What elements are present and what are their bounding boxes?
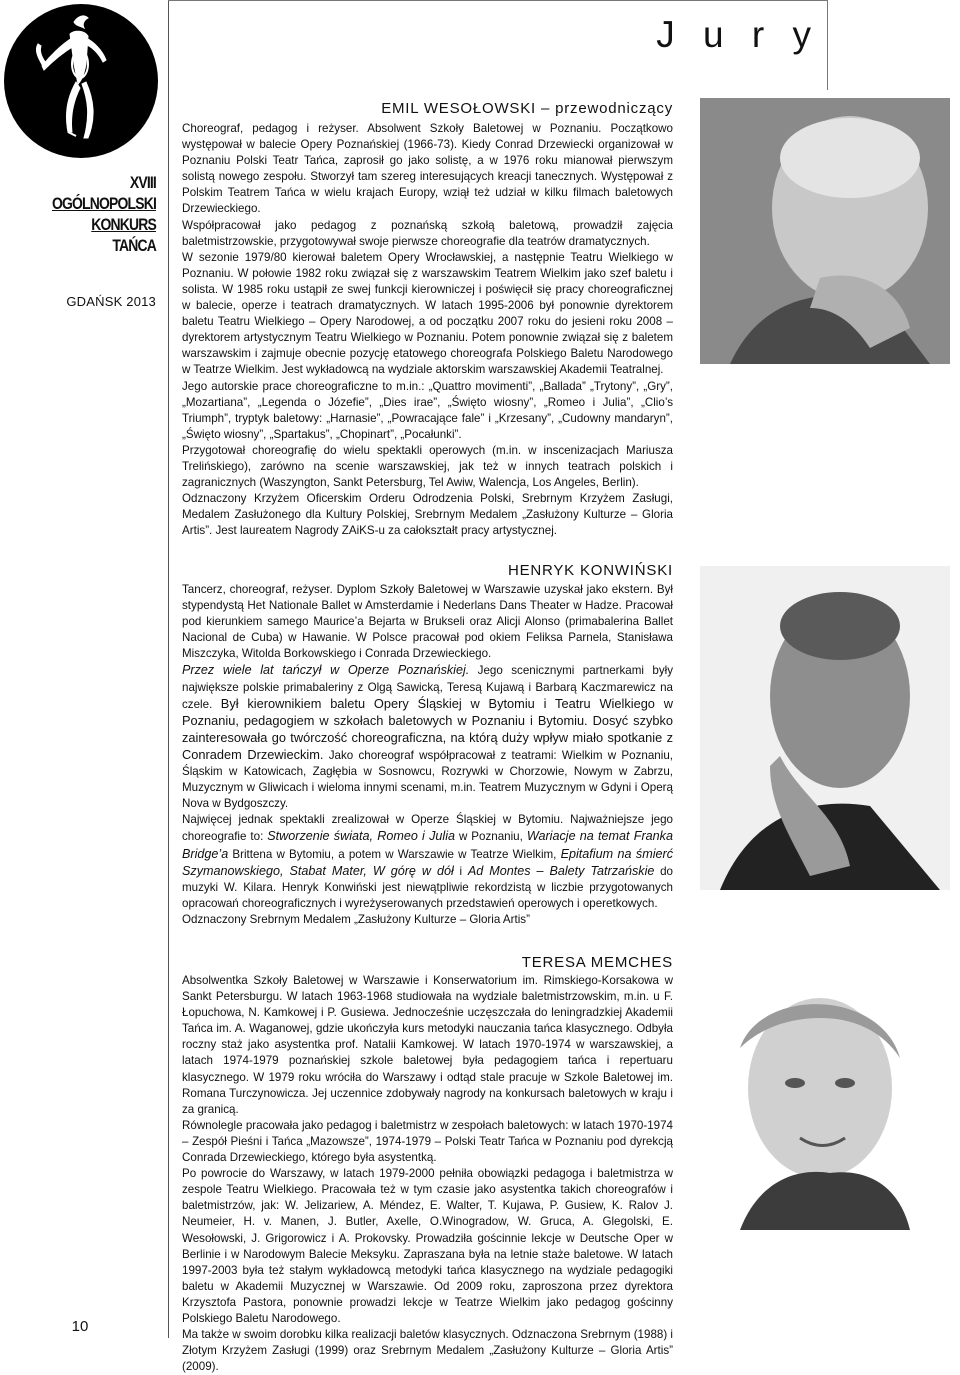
bio-paragraph: Absolwentka Szkoły Baletowej w Warszawie i Konserwatorium im. Rimskiego-Korsakowa w Sankt Petersburgu. W latach 1963-1968 studiowała na wydziale baletmistrzowskim, m.in. u F. Łopuchowa, N. Kamkowej i P. Gusiewa. Jednocześnie uczęszczała do leningradzkiej Akademii Tańca im. A. Waganowej, gdzie ukończyła kurs metodyki nauczania tańca klasycznego. Odbyła roczny staż jako asystentka prof. Natalii Kamkowej. W latach 1970-1974 w warszawskiej, a latach 1974-1979 poznańskiej szkole baletowej była pedagogiem tańca i repertuaru klasycznego. W 1979 roku wróciła do Warszawy i odtąd stale pracuje w Szkole Baletowej im. Romana Turczynowicza. Jej uczennice zdobywały nagrody na konkursach baletowych w kraju i za granicą.	[182, 974, 673, 1116]
bio-paragraph: Odznaczony Srebrnym Medalem „Zasłużony Kulturze – Gloria Artis”	[182, 912, 530, 926]
sidebar	[0, 0, 168, 1338]
bio-text: Brittena w Bytomiu, a potem w Warszawie w Teatrze Wielkim,	[228, 847, 561, 861]
bio-text: do muzyki W. Kilara. Henryk Konwiński jest niewątpliwie rekordzistą w liczbie przygotowanych opracowań choreograficznych i wyreżyserowanych przedstawień operowych i operetkowych.	[182, 864, 674, 910]
bio-highlight: Przez wiele lat tańczył w Operze Poznańskiej.	[182, 663, 470, 678]
portrait-photo	[700, 566, 950, 890]
bio-paragraph: Po powrocie do Warszawy, w latach 1979-2000 pełniła obowiązki pedagoga i baletmistrza w zespole Teatru Wielkiego. Pracowała też w tym czasie jako asystentka takich choreografów i baletmistrzów, jak: W. Jelizariew, A. Méndez, E. Walter, T. Kujawa, P. Gusiew, K. Ralov J. Neumeier, H. v. Manen, J. Butler, Axelle, O.Winogradow, W. Gruca, A. Glegolski, E. Wesołowski, J. Grigorowicz i A. Prokovsky. Prowadziła gościnnie lekcje w Deutsche Oper w Berlinie i w Narodowym Balecie Meksyku. Zapraszana była na letnie staże baletowe. W latach 1997-2003 była też stałym wykładowcą metodyki tańca klasycznego na wydziale pedagogiki baletu w Akademii Muzycznej w Warszawie. Od 2009 roku, zaproszona przez dyrektora Krzysztofa Pastora, ponownie prowadzi lekcje w Teatrze Wielkim jako pedagog gościnny Polskiego Baletu Narodowego.	[182, 1167, 673, 1325]
event-title-line: OGÓLNOPOLSKI	[51, 194, 156, 213]
bio-text: Jego scenicznymi partnerkami były największe polskie primabaleriny z Olgą Sawicką, Teresą Kujawą i Barbarą Kaczmarewicz na czele.	[182, 664, 673, 711]
page-title: J u r y	[656, 14, 820, 55]
bio-paragraph: Przygotował choreografię do wielu spektakli operowych (m.in. w inscenizacjach Mariusza Trelińskiego), zarówno na scenie warszawskiej, jak też w innych teatrach polskich i zagranicznych (Waszyngton, Sankt Petersburg, Tel Awiw, Walencja, Los Angeles, Berlin).	[182, 443, 673, 490]
bio-paragraph	[182, 812, 673, 912]
bio-paragraph: Ma także w swoim dorobku kilka realizacji baletów klasycznych. Odznaczona Srebrnym (1988) i Złotym Krzyżem Zasługi (1999) oraz Srebrnym Medalem „Zasłużony Kulturze – Gloria Artis” (2009).	[182, 1328, 674, 1374]
event-title-line: XVIII	[129, 173, 156, 192]
bio-paragraph: Równolegle pracowała jako pedagog i baletmistrz w zespołach baletowych: w latach 1970-1974 – Zespół Pieśni i Tańca „Mazowsze”, 1974-1979 – Polski Teatr Tańca w Poznaniu pod dyrekcją Conrada Drzewieckiego, którego była asystentką.	[182, 1118, 673, 1165]
bio-text: i	[453, 864, 468, 878]
work-title: Epitafium na śmierć Szymanowskiego, Stabat Mater, W górę w dół	[182, 846, 673, 878]
top-rule	[168, 0, 828, 1]
column-divider	[168, 0, 169, 1338]
bio-text: Był kierownikiem baletu Opery Śląskiej w Bytomiu i Teatru Wielkiego w Poznaniu, pedagogiem w szkołach baletowych w Poznaniu i Bytomiu. Dosyć szybko zainteresowała go twórczość choreograficzna, na którą duży wpływ miało spotkanie z Conradem Drzewieckim.	[182, 695, 673, 762]
dancer-icon	[4, 4, 158, 158]
bio-paragraph	[182, 662, 673, 812]
work-title: Ad Montes – Balety Tatrzańskie	[467, 863, 655, 878]
event-place: GDAŃSK 2013	[66, 294, 156, 309]
work-title: Stworzenie świata, Romeo i Julia	[267, 829, 455, 844]
member-name: HENRYK KONWIŃSKI	[507, 562, 673, 579]
title-rule	[827, 0, 828, 90]
work-title: Wariacje na temat Franka Bridge’a	[182, 829, 673, 861]
event-title-line: TAŃCA	[112, 236, 156, 255]
member-bio	[182, 973, 673, 1375]
member-bio	[182, 582, 673, 928]
portrait-photo	[700, 98, 950, 364]
bio-paragraph: Współpracował jako pedagog z poznańską szkołą baletową, prowadził zajęcia baletmistrzowskie, przygotowywał swoje pierwsze choreografie dla teatrów dramatycznych.	[182, 218, 673, 248]
bio-text: w Poznaniu,	[455, 830, 527, 844]
portrait-photo	[700, 968, 950, 1230]
event-title-line: KONKURS	[91, 215, 156, 234]
bio-text: Najwięcej jednak spektakli zrealizował w Operze Śląskiej w Bytomiu. Najważniejsze jego choreografie to:	[182, 813, 673, 844]
bio-text: Jako choreograf współpracował z teatrami: Wielkim w Poznaniu, Śląskim w Katowicach, Zagłębia w Sosnowcu, Rozrywki w Chorzowie, Nowym w Zabrzu, Muzycznym w Gliwicach i wieloma innymi scenami, m.in. Teatrem Muzycznym w Gdyni i Operą Nova w Bydgoszczy.	[182, 748, 673, 811]
bio-paragraph: Choreograf, pedagog i reżyser. Absolwent Szkoły Baletowej w Poznaniu. Początkowo występował w balecie Opery Poznańskiej (1966-73). Kiedy Conrad Drzewiecki organizował w Poznaniu Polski Teatr Tańca, zaprosił go jako solistę, a w 1976 roku mianował pierwszym solistą nowego zespołu. Stworzył tam szereg interesujących kreacji tanecznych. Występował z Polskim Teatrem Tańca w wielu krajach Europy, wziął też udział w kilku filmach baletowych Drzewieckiego.	[182, 122, 673, 216]
page-number: 10	[71, 1318, 89, 1335]
event-title	[10, 172, 156, 256]
member-bio	[182, 121, 673, 539]
member-name: TERESA MEMCHES	[521, 954, 673, 971]
bio-paragraph: Odznaczony Krzyżem Oficerskim Orderu Odrodzenia Polski, Srebrnym Krzyżem Zasługi, Medalem Zasłużonego dla Kultury Polskiej, Srebrnym Medalem „Zasłużony Kulturze – Gloria Artis”. Jest laureatem Nagrody ZAiKS-u za całokształt pracy artystycznej.	[182, 492, 673, 538]
competition-logo	[4, 4, 158, 158]
bio-paragraph: W sezonie 1979/80 kierował baletem Opery Wrocławskiej, a następnie Teatru Wielkiego w Poznaniu. W połowie 1982 roku związał się z warszawskim Teatrem Wielkim jako szef baletu i solista. W 1985 roku ustąpił ze swej funkcji kierowniczej i poświęcił się pracy choreograficznej w balecie, operze i teatrach dramatycznych. W latach 1995-2006 był ponownie dyrektorem baletu Teatru Wielkiego – Opery Narodowej, a od początku 2007 roku do jesieni roku 2008 – dyrektorem artystycznym Teatru Wielkiego w Poznaniu. Potem ponownie związał się z baletem warszawskim i zajmuje obecnie pozycję etatowego choreografa Polskiego Baletu Narodowego w Teatrze Wielkim. Jest wykładowcą na wydziale aktorskim warszawskiej Akademii Teatralnej.	[182, 250, 673, 377]
bio-paragraph: Tancerz, choreograf, reżyser. Dyplom Szkoły Baletowej w Warszawie uzyskał jako ekstern. Był stypendystą Het Nationale Ballet w Amsterdamie i Nederlans Dans Theater w Hadze. Pracował pod kierunkiem samego Maurice’a Bejarta w Brukseli oraz Alicji Alonso (primabalerina Ballet Nacional de Cuba) w Hawanie. W Polsce pracował pod okiem Feliksa Parnela, Stanisława Miszczyka, Witolda Borkowskiego i Conrada Drzewieckiego.	[182, 583, 673, 661]
member-name: EMIL WESOŁOWSKI – przewodniczący	[381, 100, 673, 117]
bio-paragraph: Jego autorskie prace choreograficzne to m.in.: „Quattro movimenti”, „Ballada” „Trytony”, „Gry”, „Mozartiana”, „Legenda o Józefie”, „Dies irae”, „Święto wiosny”, „Romeo i Julia”, „Clio’s Triumph”, tryptyk baletowy: „Harnasie”, „Powracające fale” i „Krzesany”, „Cudowny mandaryn”, „Święto wiosny”, „Spartakus”, „Chopinart”, „Pocałunki”.	[182, 379, 673, 441]
